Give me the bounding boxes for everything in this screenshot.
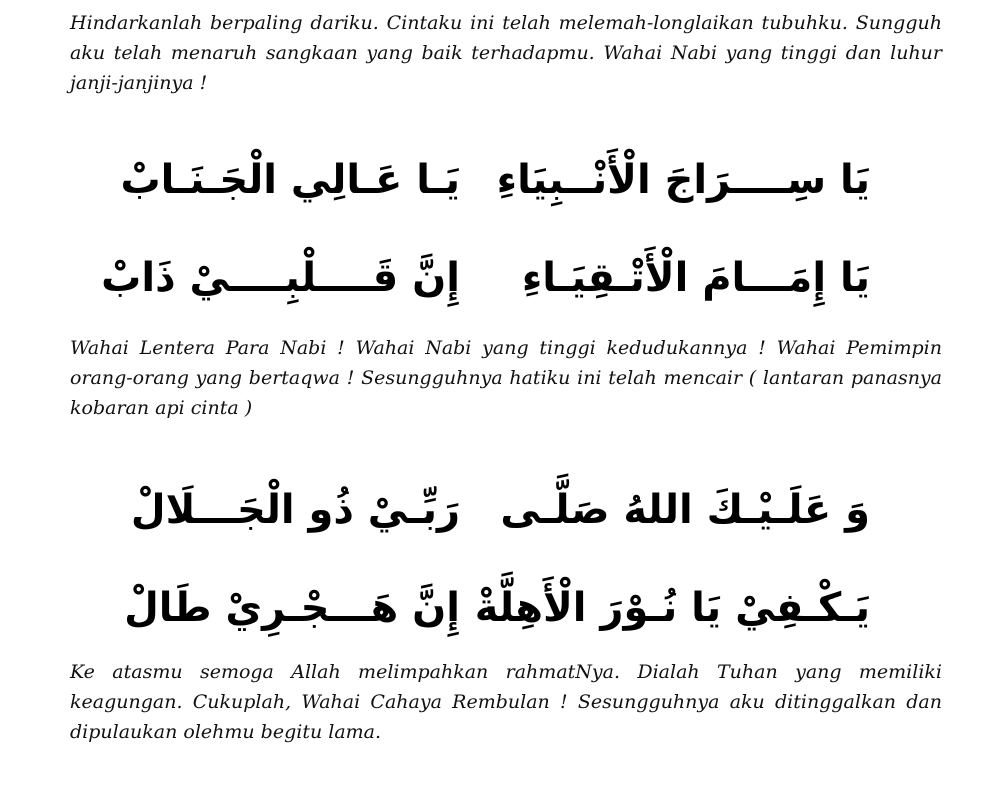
verse-line-4 [124,568,870,666]
arabic-stanza-2 [124,470,870,666]
verse-line-2 [101,238,870,336]
verse-line-3 [130,470,870,568]
verse-hemistich-left: يَـا عَـالِي الْجَـنَـابْ [120,157,460,203]
arabic-stanza-1 [101,140,870,336]
verse-line-1 [120,140,870,238]
verse-hemistich-right: يَـكْـفِيْ يَا نُـوْرَ الْأَهِلَّةْ [474,585,870,631]
translation-paragraph-1: Hindarkanlah berpaling dariku. Cintaku ini telah melemah-longlaikan tubuhku. Sungguh aku telah menaruh sangkaan yang baik terhadapmu. Wahai Nabi yang tinggi dan luhur janji-janjinya ! [70,12,942,94]
verse-hemistich-right: يَا إِمَـــامَ الْأَتْـقِيَـاءِ [521,255,870,301]
verse-hemistich-left: إِنَّ قَــــلْبِــــيْ ذَابْ [101,255,460,301]
verse-hemistich-left: رَبِّـيْ ذُو الْجَـــلَالْ [130,487,460,533]
verse-hemistich-left: إِنَّ هَـــجْـرِيْ طَالْ [124,585,460,631]
translation-paragraph-3: Ke atasmu semoga Allah melimpahkan rahmatNya. Dialah Tuhan yang memiliki keagungan. Cukuplah, Wahai Cahaya Rembulan ! Sesungguhnya aku ditinggalkan dan dipulaukan olehmu begitu lama. [70,661,942,743]
verse-hemistich-right: وَ عَلَـيْـكَ اللهُ صَلَّـى [500,487,870,533]
translation-paragraph-2: Wahai Lentera Para Nabi ! Wahai Nabi yang tinggi kedudukannya ! Wahai Pemimpin orang-orang yang bertaqwa ! Sesungguhnya hatiku ini telah mencair ( lantaran panasnya kobaran api cinta ) [70,337,942,419]
verse-hemistich-right: يَا سِــــرَاجَ الْأَنْــبِيَاءِ [496,157,870,203]
